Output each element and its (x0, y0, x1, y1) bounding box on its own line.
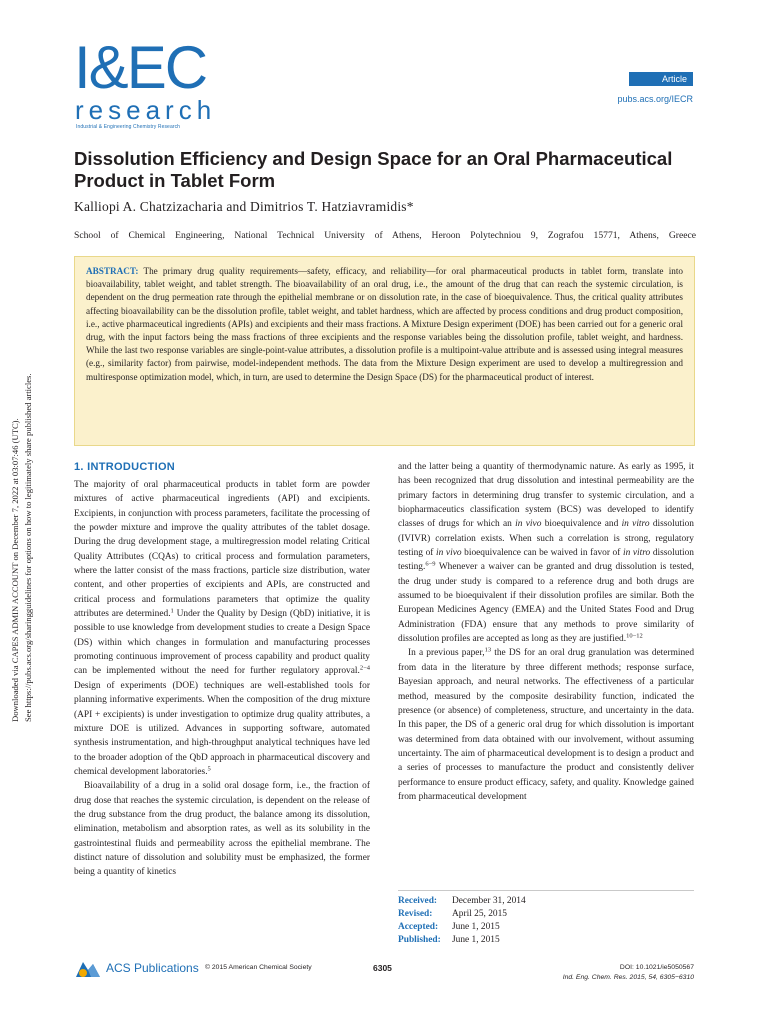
received-date-row (398, 895, 694, 908)
body-text: Under the Quality by Design (QbD) initiative, it is possible to use knowledge from development studies to create a Design Space (DS) within which changes in formulation and manufacturing processes promoting continuous improvement of process capability and product quality can be implemented without the need for further regulatory approval. (74, 609, 370, 677)
journal-citation: Ind. Eng. Chem. Res. 2015, 54, 6305−6310 (562, 974, 694, 981)
italic-term: in vitro (621, 519, 650, 530)
acs-publications-logo-icon (74, 959, 102, 981)
citation-ref[interactable]: 5 (207, 765, 211, 773)
download-notice (9, 302, 37, 722)
italic-term: in vitro (622, 548, 651, 559)
body-text: bioequivalence and (541, 519, 622, 530)
article-history (398, 890, 694, 947)
citation-ref[interactable]: 10−12 (626, 632, 643, 640)
abstract-label: ABSTRACT: (86, 266, 139, 276)
download-notice-line-1: Downloaded via CAPES ADMIN ACCOUNT on December 7, 2022 at 03:07:46 (UTC). (10, 418, 20, 722)
accepted-label: Accepted: (398, 922, 439, 932)
citation-ref[interactable]: 1 (170, 607, 174, 615)
accepted-date-row (398, 921, 694, 934)
published-label: Published: (398, 935, 441, 945)
body-text: Whenever a waiver can be granted and drug dissolution is tested, the drug under study is compared to a reference drug and both drugs are assumed to be bioequivalent if their dissolution profiles are similar. Both the European Medicines Agency (EMEA) and the United States Food and Drug Administration (FDA) ensure that any methods to prove similarity of dissolution profiles are accepted as long as they are justified. (398, 562, 694, 645)
journal-logo-tagline: Industrial & Engineering Chemistry Research (76, 124, 181, 130)
journal-url-link[interactable]: pubs.acs.org/IECR (617, 94, 693, 104)
revised-date-row (398, 908, 694, 921)
body-column-left (74, 478, 370, 880)
paragraph (398, 646, 694, 804)
paragraph (74, 779, 370, 879)
article-title: Dissolution Efficiency and Design Space for an Oral Pharmaceutical Product in Tablet Form (74, 148, 673, 191)
section-heading-introduction: 1. INTRODUCTION (74, 461, 176, 473)
revised-label: Revised: (398, 909, 433, 919)
body-column-right (398, 460, 694, 804)
published-date: June 1, 2015 (452, 935, 500, 945)
doi-link[interactable]: DOI: 10.1021/ie5050567 (619, 964, 694, 971)
citation-ref[interactable]: 6−9 (425, 560, 436, 568)
body-text: In a previous paper, (408, 648, 485, 659)
body-text: dissolution (IVIVR) correlation exists. When such a correlation is strong, regulatory testing of (398, 519, 694, 559)
journal-logo: I&EC (74, 34, 207, 101)
author-affiliation: School of Chemical Engineering, National Technical University of Athens, Heroon Polytechniou 9, Zografou 15771, Athens, Greece (74, 230, 696, 241)
received-label: Received: (398, 896, 438, 906)
body-text: Bioavailability of a drug in a solid oral dosage form, i.e., the fraction of drug dose that reaches the systemic circulation, is dependent on the release of the drug substance from the drug product, the balance among its dissolution, elimination, metabolism and absorption rates, as well as its solubility in the gastrointestinal fluids and permeability across the epithelial membrane. The distinct nature of dissolution and solubility must be emphasized, the former being a quantity of kinetics (74, 781, 370, 878)
body-text: bioequivalence can be waived in favor of (461, 548, 623, 559)
citation-ref[interactable]: 2−4 (359, 664, 370, 672)
author-list: Kalliopi A. Chatzizacharia and Dimitrios T. Hatziavramidis* (74, 199, 414, 214)
download-notice-line-2: See https://pubs.acs.org/sharingguidelines for options on how to legitimately share published articles. (23, 373, 33, 722)
copyright-notice: © 2015 American Chemical Society (205, 964, 312, 971)
page-number: 6305 (373, 963, 392, 973)
paragraph (398, 460, 694, 646)
revised-date: April 25, 2015 (452, 909, 507, 919)
journal-logo-subtitle: research (75, 95, 217, 125)
published-date-row (398, 934, 694, 947)
italic-term: in vivo (436, 548, 462, 559)
publisher-name[interactable]: ACS Publications (106, 961, 199, 975)
received-date: December 31, 2014 (452, 896, 526, 906)
body-text: Design of experiments (DOE) techniques are well-established tools for planning informative experiments. When the composition of the drug mixture (API + excipients) is under investigation to optimize drug quality attributes, a mixture DOE is utilized. Advances in supporting software, automated synthesis instrumentation, and high-throughput analytical techniques have led to the broader adoption of the QbD approach in pharmaceutical discovery and chemical development laboratories. (74, 680, 370, 777)
body-text: dissolution testing. (398, 548, 694, 573)
abstract-box (74, 256, 695, 446)
citation-ref[interactable]: 13 (484, 646, 492, 654)
body-text: the DS for an oral drug granulation was determined from data in the literature by three different methods; response surface, Bayesian approach, and neural networks. The effectiveness of a particular method, measured by the composite desirability function, indicated the presence (or absence) of completeness, structure, and uncertainty in the data. In this paper, the DS of a generic oral drug for which dissolution is important was determined from data obtained with our involvement, without assuming uncertainty. The aim of pharmaceutical development is to design a product and a series of processes to manufacture the product and consistently deliver performance to ensure product efficacy, safety, and quality. Knowledge gained from pharmaceutical development (398, 648, 695, 802)
article-type-badge: Article (629, 72, 693, 86)
italic-term: in vivo (515, 519, 542, 530)
body-text: The majority of oral pharmaceutical products in tablet form are powder mixtures of active pharmaceutical ingredients (API) and excipients. Excipients, in conjunction with process parameters, facilitate the processing of the powder mixture and improve the quality attributes of the tablet dosage. During the drug development stage, a multiregression model relating Critical Quality Attributes (CQAs) to critical process and formulation parameters, where the latter consist of the mass fractions, particle size distribution, water content, and other properties of excipients and APIs, are constructed and critical process and formulations parameters that optimize the quality attributes are determined. (74, 480, 370, 620)
accepted-date: June 1, 2015 (452, 922, 500, 932)
page-footer (0, 955, 768, 985)
abstract-text: The primary drug quality requirements—safety, efficacy, and reliability—for oral pharmaceutical products in tablet form, translate into bioavailability, tablet weight, and tablet strength. The bioavailability of an oral drug, i.e., the amount of the drug that can reach the systemic circulation, is dependent on the drug permeation rate through the epithelial membrane or on dissolution rate, in the case of bioequivalence. Thus, the critical quality attributes affecting bioavailability can be the dissolution profile, tablet weight, and tablet hardness, which are affected by process conditions and drug product composition, i.e., active pharmaceutical ingredients (APIs) and excipients and their mass fractions. A Mixture Design experiment (DOE) has been carried out for a generic oral drug, with the input factors being the mass fractions of three excipients and the response variables being the dissolution profile, tablet weight, and hardness. While the last two response variables are single-point-value attributes, a dissolution profile is a multipoint-value attribute and is assessed using integral measures (e.g., similarity factor) from pairwise, model-independent methods. The data from the Mixture Design experiment are used to develop a multiregression and multiresponse optimization model, which, in turn, are used to determine the Design Space (DS) for the pharmaceutical product of interest. (86, 266, 683, 382)
paragraph (74, 478, 370, 779)
body-text: and the latter being a quantity of thermodynamic nature. As early as 1995, it has been recognized that drug dissolution and intestinal permeability are the primary factors in determining drug transfer to systemic circulation, and a biopharmaceutics classification system (BCS) was developed to identify classes of drugs for which an (398, 462, 694, 530)
